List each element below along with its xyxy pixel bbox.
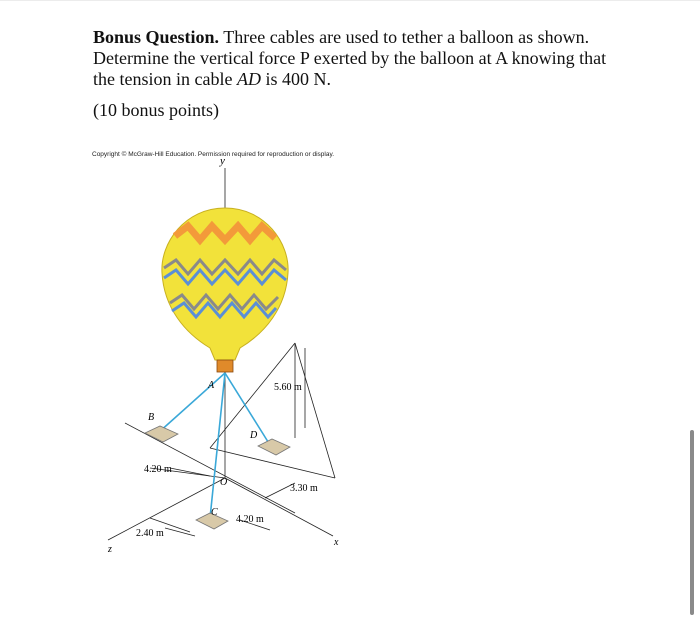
label-o: O bbox=[220, 477, 228, 488]
ground-line-2 bbox=[295, 343, 335, 478]
copyright-notice: Copyright © McGraw-Hill Education. Permission required for reproduction or display. bbox=[92, 151, 335, 158]
cable-name: AD bbox=[236, 69, 261, 89]
label-z: z bbox=[108, 544, 112, 555]
question-body-1: Three cables are used to tether a balloon as shown. Determine the vertical force P exerted by the balloon at A knowing that the tension in cable bbox=[93, 27, 607, 89]
bonus-points: (10 bonus points) bbox=[93, 100, 219, 120]
dim-2-40: 2.40 m bbox=[136, 528, 164, 539]
z-axis-line bbox=[108, 477, 228, 540]
label-x: x bbox=[334, 537, 339, 548]
scrollbar[interactable] bbox=[690, 430, 694, 615]
label-b: B bbox=[148, 412, 155, 423]
label-a: A bbox=[208, 380, 215, 391]
dim-5-60: 5.60 m bbox=[274, 382, 302, 393]
anchor-b bbox=[145, 426, 178, 442]
balloon bbox=[162, 208, 288, 372]
label-y: y bbox=[220, 155, 225, 167]
dim-3-30: 3.30 m bbox=[290, 483, 318, 494]
label-c: C bbox=[211, 507, 218, 518]
top-divider bbox=[0, 0, 700, 1]
question-body-2: is 400 N. bbox=[260, 69, 331, 89]
question-label: Bonus Question. bbox=[93, 27, 220, 47]
question-text bbox=[93, 27, 613, 90]
dim-4-20-c: 4.20 m bbox=[236, 514, 264, 525]
balloon-figure bbox=[90, 148, 370, 558]
question-block bbox=[93, 27, 613, 121]
dim-4-20-b: 4.20 m bbox=[144, 464, 172, 475]
label-d: D bbox=[250, 430, 258, 441]
anchor-d bbox=[258, 439, 290, 455]
